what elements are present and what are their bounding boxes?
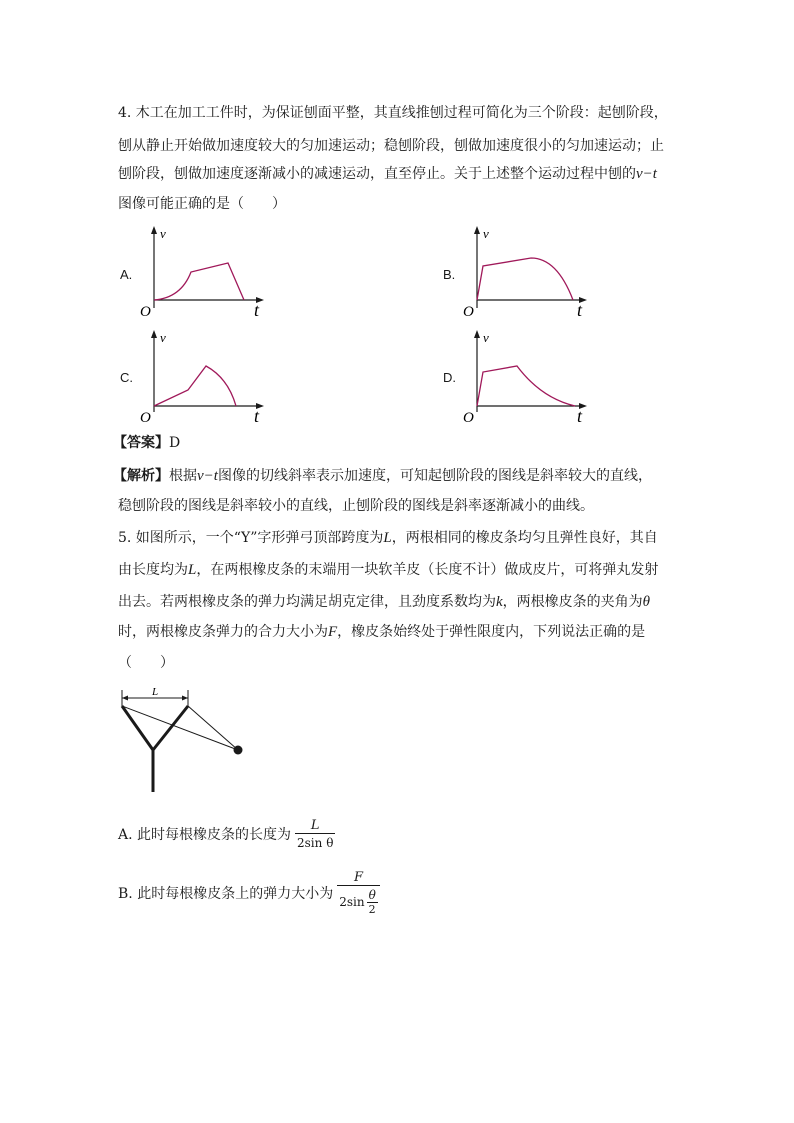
graph-d-t: t: [577, 406, 583, 426]
q5-line-3: [118, 592, 650, 612]
analysis-pre: 根据: [169, 468, 197, 484]
optB-den-den: 2: [368, 903, 376, 916]
q5-line-3b: ，两根橡皮条的夹角为: [502, 594, 643, 610]
q5-line-2a: 由长度均为: [118, 562, 188, 578]
q5-line-1a: 5. 如图所示，一个“Y”字形弹弓顶部跨度为: [118, 530, 384, 546]
q5-option-a: [118, 818, 335, 850]
q5-var-k: k: [496, 594, 503, 610]
optB-den-pre: 2sin: [339, 895, 365, 909]
graph-d-label: D.: [443, 370, 456, 385]
graph-b-label: B.: [443, 267, 456, 282]
graph-b-curve: [477, 258, 573, 300]
pellet-icon: [234, 746, 243, 755]
graph-d-o: O: [463, 410, 474, 426]
optA-num: L: [295, 818, 335, 834]
q4-analysis-2: 稳刨阶段的图线是斜率较小的直线，止刨阶段的图线是斜率逐渐减小的曲线。: [118, 498, 594, 514]
q5-var-L: L: [383, 530, 392, 546]
graph-a: [136, 224, 276, 324]
q5-line-1b: ，两根相同的橡皮条均匀且弹性良好，其自: [391, 530, 658, 546]
graph-d-curve: [477, 366, 575, 406]
optA-text: A. 此时每根橡皮条的长度为: [118, 827, 292, 843]
q4-vt-symbol: v−t: [636, 166, 657, 182]
q4-line-1: 4. 木工在加工工件时，为保证刨面平整，其直线推刨过程可简化为三个阶段：起刨阶段，: [118, 105, 668, 121]
q4-line-3: [118, 164, 657, 184]
q5-line-4b: ，橡皮条始终处于弹性限度内，下列说法正确的是: [337, 624, 646, 640]
q4-line-4: 图像可能正确的是（ ）: [118, 196, 286, 212]
optA-den: 2sin θ: [297, 836, 334, 850]
optB-den-frac: [367, 888, 378, 916]
q5-line-5: （ ）: [118, 655, 174, 671]
analysis-post: 图像的切线斜率表示加速度，可知起刨阶段的图线是斜率较大的直线，: [217, 468, 652, 484]
graph-c-o: O: [140, 410, 151, 426]
q5-line-4a: 时，两根橡皮条弹力的合力大小为: [118, 624, 328, 640]
graph-c-label: C.: [120, 370, 133, 385]
slingshot-figure: [114, 684, 254, 796]
optB-fraction: [337, 870, 380, 916]
q5-line-2: [118, 560, 658, 580]
q5-line-4: [118, 622, 645, 642]
graph-a-curve: [154, 263, 244, 300]
q5-var-theta: θ: [642, 594, 651, 610]
optA-fraction: [295, 818, 335, 850]
graph-a-t: t: [254, 300, 260, 320]
optB-den: [337, 886, 380, 916]
q5-line-2b: ，在两根橡皮条的末端用一块软羊皮（长度不计）做成皮片，可将弹丸发射: [196, 562, 659, 578]
graph-a-label: A.: [120, 267, 133, 282]
q4-answer: [113, 433, 180, 453]
optB-den-num: θ: [368, 888, 376, 902]
optB-num: F: [337, 870, 380, 886]
q5-option-b: [118, 870, 380, 916]
figure-label-L: L: [152, 686, 159, 698]
q5-var-L2: L: [188, 562, 197, 578]
analysis-vt: v−t: [197, 468, 218, 484]
q4-line-2: 刨从静止开始做加速度较大的匀加速运动；稳刨阶段，刨做加速度很小的匀加速运动；止: [118, 138, 664, 154]
graph-c: [136, 328, 276, 428]
optB-text: B. 此时每根橡皮条上的弹力大小为: [118, 886, 334, 902]
q5-var-F: F: [328, 624, 338, 640]
graph-a-o: O: [140, 304, 151, 320]
q5-line-1: [118, 528, 658, 548]
graph-b-t: t: [577, 300, 583, 320]
answer-value: D: [169, 435, 181, 451]
q4-line-3-text: 刨阶段，刨做加速度逐渐减小的减速运动，直至停止。关于上述整个运动过程中刨的: [118, 166, 636, 182]
q4-analysis-1: [113, 466, 652, 486]
graph-d: [459, 328, 599, 428]
graph-c-v: v: [160, 330, 166, 345]
graph-c-t: t: [254, 406, 260, 426]
graph-b: [459, 224, 599, 324]
graph-b-o: O: [463, 304, 474, 320]
q5-line-3a: 出去。若两根橡皮条的弹力均满足胡克定律，且劲度系数均为: [118, 594, 496, 610]
graph-d-v: v: [483, 330, 489, 345]
graph-b-v: v: [483, 226, 489, 241]
analysis-tag: 【解析】: [113, 468, 169, 484]
answer-tag: 【答案】: [113, 435, 169, 451]
graph-c-curve: [154, 366, 236, 406]
graph-a-v: v: [160, 226, 166, 241]
